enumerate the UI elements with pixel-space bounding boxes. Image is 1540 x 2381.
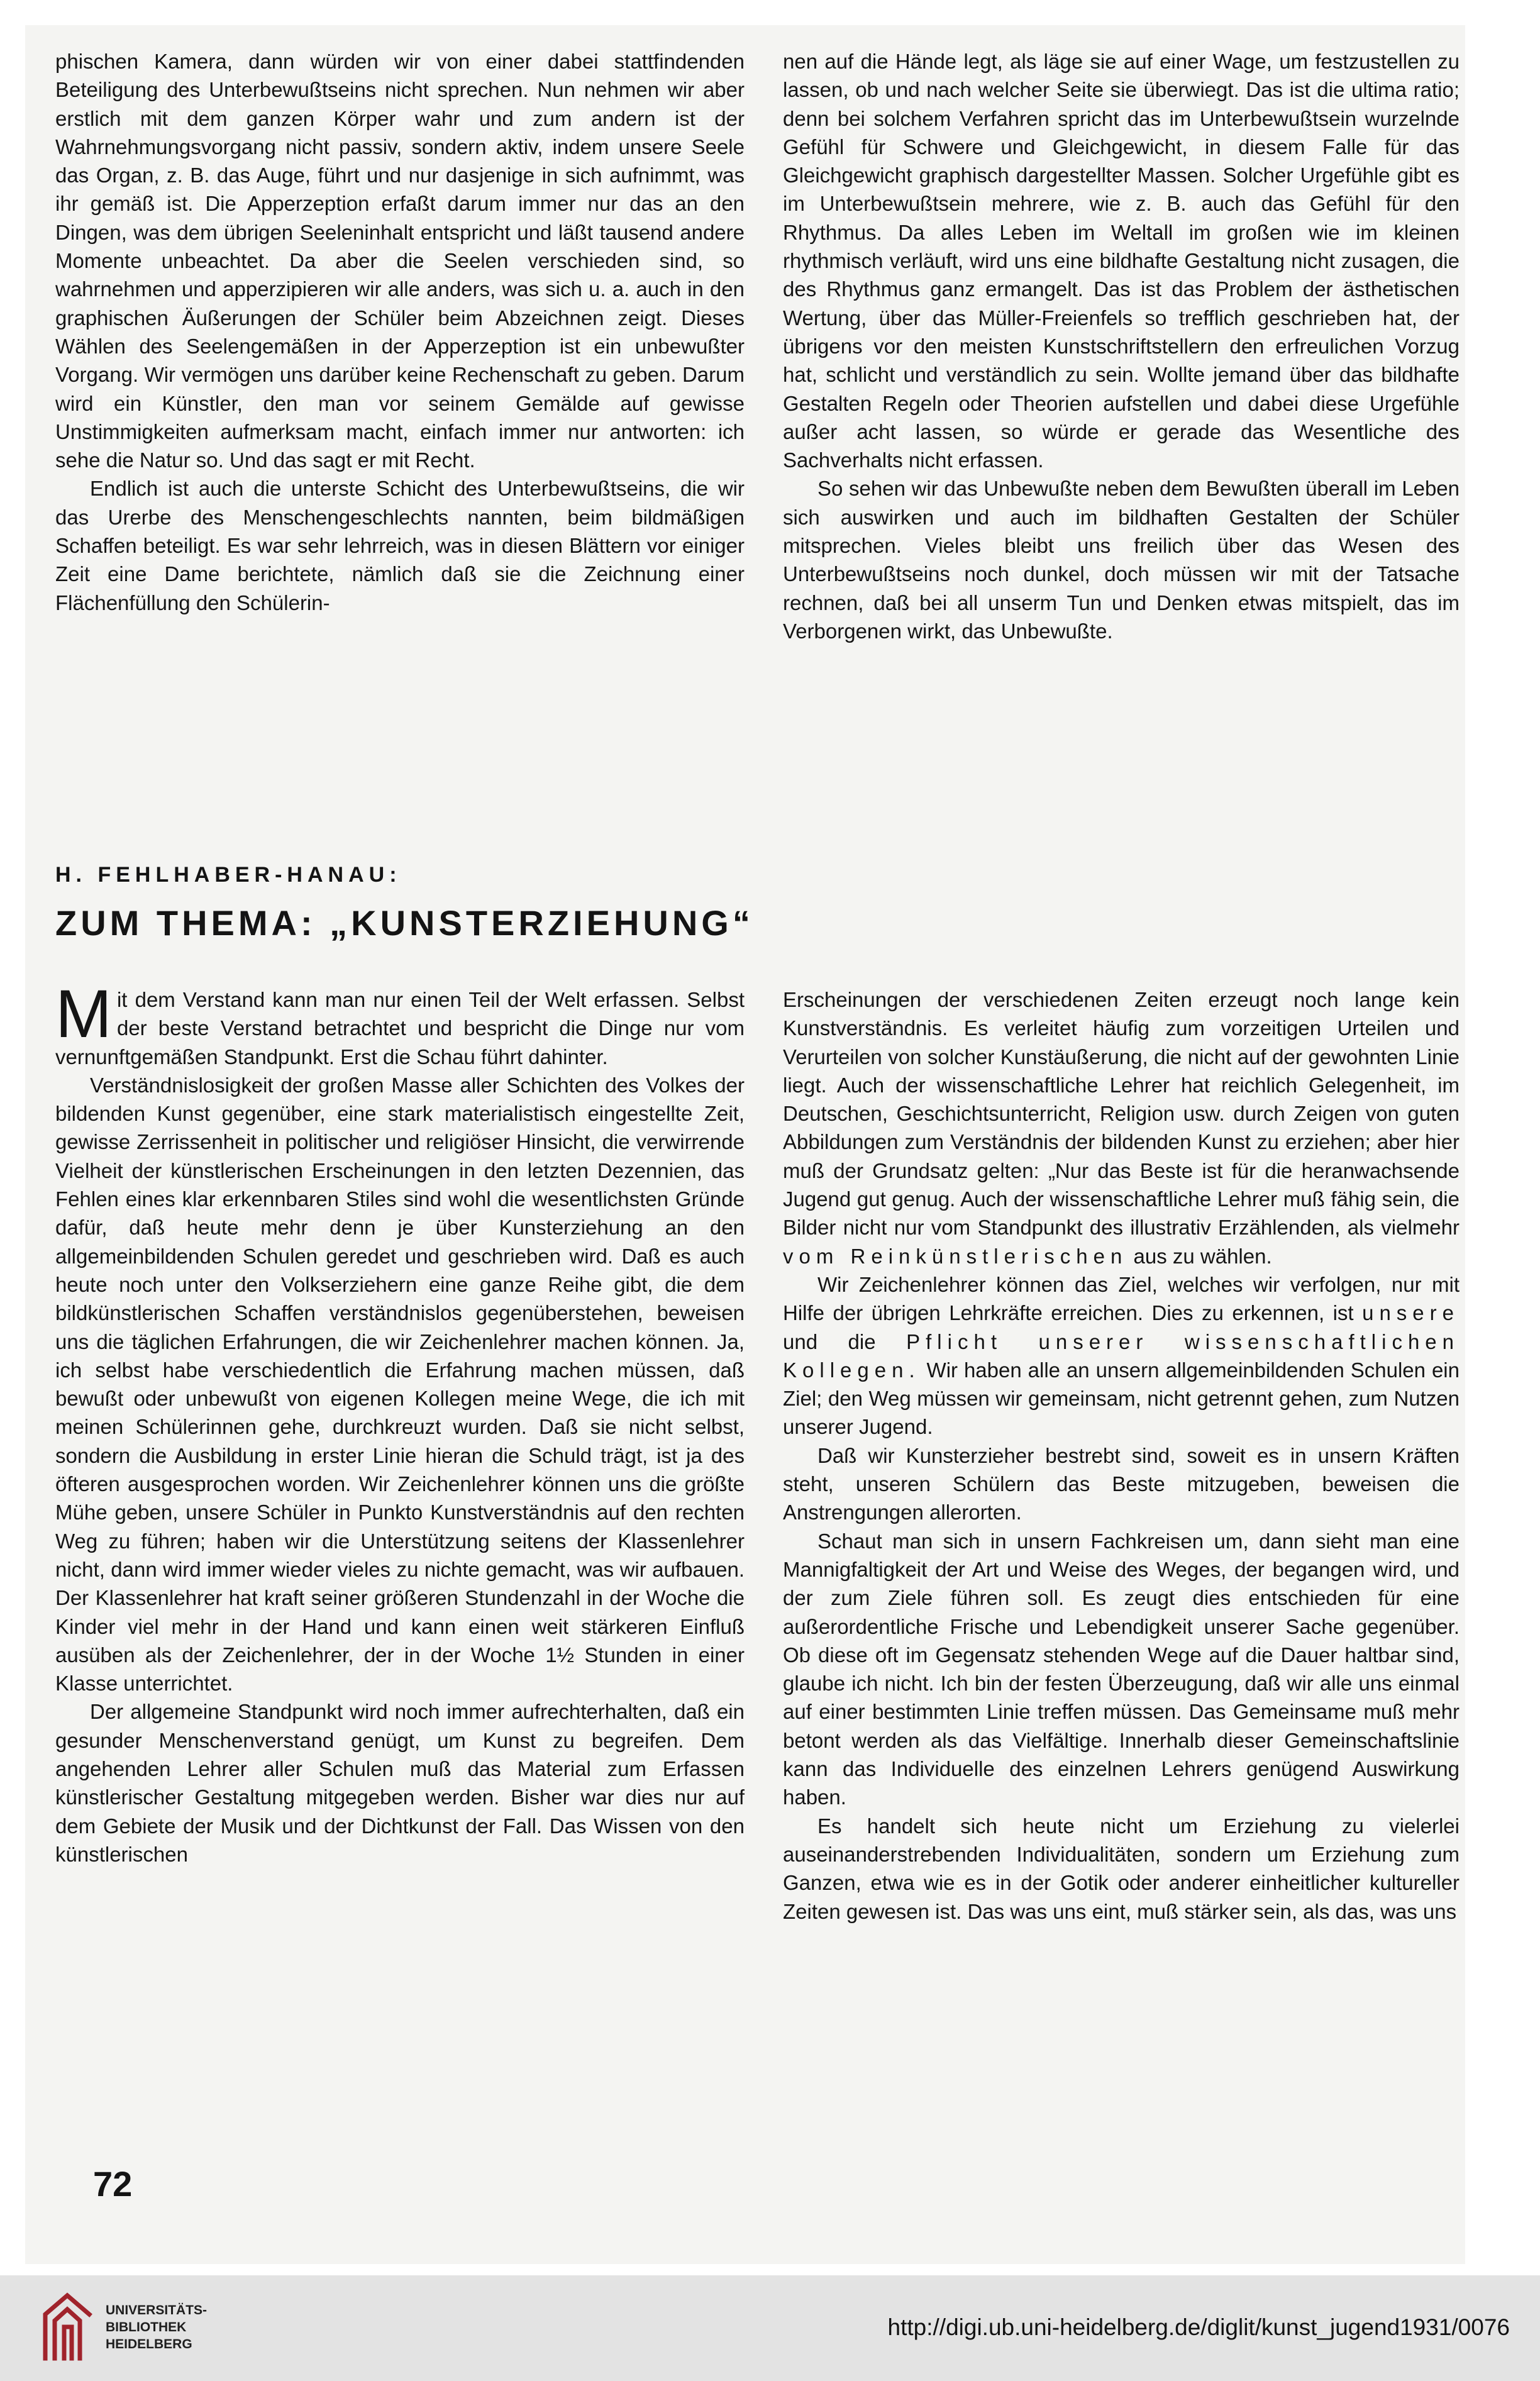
spaced-emphasis: vom Reinkünstlerischen [783,1244,1128,1268]
text-run: aus zu wählen. [1133,1244,1272,1268]
paragraph: phischen Kamera, dann würden wir von einer dabei stattfindenden Beteiligung des Unterbewußtseins nicht sprechen. Nun nehmen wir aber erstlich mit dem ganzen Körper wahr und zum andern ist der Wahrnehmungsvorgang nicht passiv, sondern aktiv, indem unsere Seele das Organ, z. B. das Auge, führt und nur dasjenige in sich aufnimmt, was ihr gemäß ist. Die Apperzeption erfaßt darum immer nur das an den Dingen, was dem übrigen Seeleninhalt entspricht und läßt tausend andere Momente unbeachtet. Da aber die Seelen verschieden sind, so wahrnehmen und apperzipieren wir alle anders, was sich u. a. auch in den graphischen Äußerungen der Schüler beim Abzeichnen zeigt. Dieses Wählen des Seelengemäßen in der Apperzeption ist ein unbewußter Vorgang. Wir vermögen uns darüber keine Rechenschaft zu geben. Darum wird ein Künstler, den man vor seinem Gemälde auf gewisse Unstimmigkeiten aufmerksam macht, einfach immer nur antworten: ich sehe die Natur so. Und das sagt er mit Recht. [55,50,745,472]
library-logo-icon [39,2289,96,2365]
paragraph: Daß wir Kunsterzieher bestrebt sind, soweit es in unsern Kräften steht, unseren Schülern das Beste mitzugeben, beweisen die Anstrengungen allerorten. [783,1443,1460,1524]
paragraph: So sehen wir das Unbewußte neben dem Bewußten überall im Leben sich auswirken und auch im bildhaften Gestalten der Schüler mitsprechen. Vieles bleibt uns freilich über das Wesen des Unterbewußtseins noch dunkel, doch müssen wir mit der Tatsache rechnen, daß bei all unserm Tun und Denken etwas mitspielt, das im Verborgenen wirkt, das Unbewußte. [783,477,1460,643]
paragraph: Der allgemeine Standpunkt wird noch immer aufrechterhalten, daß ein gesunder Menschenverstand genügt, um Kunst zu begreifen. Dem angehenden Lehrer aller Schulen muß das Material zum Erfassen künstlerischer Gestaltung mitgegeben werden. Bisher war dies nur auf dem Gebiete der Musik und der Dichtkunst der Fall. Das Wissen von den künstlerischen [55,1700,745,1866]
text-run: Wir Zeichenlehrer können das Ziel, welches wir verfolgen, nur mit Hilfe der übrigen Lehrkräfte erreichen. Dies zu erkennen, ist [783,1272,1460,1325]
article-author: H. FEHLHABER-HANAU: [55,863,402,887]
text-run: Erscheinungen der verschiedenen Zeiten erzeugt noch lange kein Kunstverständnis. Es verleitet häufig zum vorzeitigen Urteilen und Verurteilen von solcher Kunstäußerung, die nicht auf der gewohnten Linie liegt. Auch der wissenschaftliche Lehrer hat reichlich Gelegenheit, im Deutschen, Geschichtsunterricht, Religion usw. durch Zeigen von guten Abbildungen zum Verständnis der bildenden Kunst zu erziehen; aber hier muß der Grundsatz gelten: „Nur das Beste ist für die heranwachsende Jugend gut genug. Auch der wissenschaftliche Lehrer muß fähig sein, die Bilder nicht nur vom Standpunkt des illustrativ Erzählenden, als vielmehr [783,988,1460,1240]
top-right-column [783,47,1460,645]
paragraph: Es handelt sich heute nicht um Erziehung zu vielerlei auseinanderstrebenden Individualitäten, sondern um Erziehung zum Ganzen, etwa wie es in der Gotik oder anderer einheitlicher kultureller Zeiten gewesen ist. Das was uns eint, muß stärker sein, als das, was uns [783,1814,1460,1923]
paragraph: Verständnislosigkeit der großen Masse aller Schichten des Volkes der bildenden Kunst gegenüber, eine stark materialistisch eingestellte Zeit, gewisse Zerrissenheit in politischer und religiöser Hinsicht, die verwirrende Vielheit der künstlerischen Erscheinungen in den letzten Dezennien, das Fehlen eines klar erkennbaren Stiles sind wohl die wesentlichsten Gründe dafür, daß heute mehr denn je über Kunsterziehung an den allgemeinbildenden Schulen geredet und geschrieben wird. Daß es auch heute noch unter den Volkserziehern eine ganze Reihe gibt, die dem bildkünstlerischen Schaffen verständnislos gegenüberstehen, beweisen uns die täglichen Erfahrungen, die wir Zeichenlehrer machen können. Ja, ich selbst habe verschiedentlich die Erfahrung machen müssen, daß bewußt oder unbewußt von eigenen Kollegen meine Wege, die ich mit meinen Schülerinnen gehe, durchkreuzt wurden. Daß sie nicht selbst, sondern die Ausbildung in erster Linie hieran die Schuld trägt, ist ja des öfteren ausgesprochen worden. Wir Zeichenlehrer können uns die größte Mühe geben, unsere Schüler in Punkto Kunstverständnis auf den rechten Weg zu führen; haben wir die Unterstützung seitens der Klassenlehrer nicht, dann wird immer wieder vieles zu nichte gemacht, was wir aufbauen. Der Klassenlehrer hat kraft seiner größeren Stundenzahl in der Woche die Kinder viel mehr in der Hand und kann einen weit stärkeren Einfluß ausüben als der Zeichenlehrer, der in der Woche 1½ Stunden in einer Klasse unterrichtet. [55,1073,745,1696]
page-number: 72 [93,2164,133,2204]
paragraph [783,1270,1460,1441]
top-left-column [55,47,745,617]
source-url-link[interactable]: http://digi.ub.uni-heidelberg.de/diglit/kunst_jugend1931/0076 [887,2314,1510,2340]
spaced-emphasis: Pflicht unserer wissenschaftlichen Kollegen. [783,1329,1460,1382]
article-headline: ZUM THEMA: „KUNSTERZIEHUNG“ [55,903,754,943]
paragraph-text: it dem Verstand kann man nur einen Teil der Welt erfassen. Selbst der beste Verstand betrachtet und bespricht die Dinge nur vom vernunftgemäßen Standpunkt. Erst die Schau führt dahinter. [55,988,745,1068]
library-name-line: HEIDELBERG [106,2337,192,2351]
paragraph: Schaut man sich in unsern Fachkreisen um, dann sieht man eine Mannigfaltigkeit der Art und Weise des Weges, der begangen wird, und der zum Ziele führen soll. Es zeugt dies entschieden für eine außerordentliche Frische und Lebendigkeit unserer Sache gegenüber. Ob diese oft im Gegensatz stehenden Wege auf die Dauer haltbar sind, glaube ich nicht. Ich bin der festen Überzeugung, daß wir alle uns einmal auf einer bestimmten Linie treffen müssen. Das Gemeinsame muß mehr betont werden als das Vielfältige. Innerhalb dieser Gemeinschaftslinie kann das Individuelle des einzelnen Lehrers genügend Auswirkung haben. [783,1529,1460,1809]
bottom-left-column [55,975,745,1868]
library-name-line: UNIVERSITÄTS- [106,2303,208,2317]
logo-stroke [55,2309,80,2358]
text-run: und die [783,1329,876,1353]
spaced-emphasis: unsere [1362,1301,1460,1325]
library-name-line: BIBLIOTHEK [106,2320,187,2334]
bottom-right-column [783,985,1460,1926]
paragraph [783,985,1460,1270]
paragraph-with-dropcap [55,975,745,1071]
library-footer [0,2275,1540,2381]
text-run: Wir haben alle an unsern allgemeinbildenden Schulen ein Ziel; den Weg müssen wir gemeinsam, nicht getrennt gehen, zum Nutzen unserer Jugend. [783,1358,1460,1439]
paragraph: Endlich ist auch die unterste Schicht des Unterbewußtseins, die wir das Urerbe des Menschengeschlechts nannten, beim bildmäßigen Schaffen beteiligt. Es war sehr lehrreich, was in diesen Blättern vor einiger Zeit eine Dame berichtete, nämlich daß sie die Zeichnung einer Flächenfüllung den Schülerin- [55,477,745,614]
logo-stroke [64,2327,72,2358]
library-name [106,2302,207,2353]
drop-cap: M [55,975,112,1052]
paragraph: nen auf die Hände legt, als läge sie auf einer Wage, um festzustellen zu lassen, ob und nach welcher Seite sie überwiegt. Das ist die ultima ratio; denn bei solchem Verfahren spricht das im Unterbewußtsein wurzelnde Gefühl für Schwere und Gleichgewicht, in diesem Falle für das Gleichgewicht graphisch dargestellter Massen. Solcher Urgefühle gibt es im Unterbewußtsein mehrere, wie z. B. auch das Gefühl für den Rhythmus. Da alles Leben im Weltall im großen wie im kleinen rhythmisch verläuft, wird uns eine bildhafte Gestaltung nicht zusagen, die des Rhythmus ganz ermangelt. Das ist das Problem der ästhetischen Wertung, über das Müller-Freienfels so trefflich geschrieben hat, der übrigens vor den meisten Kunstschriftstellern den erfreulichen Vorzug hat, schlicht und verständlich zu sein. Wollte jemand über das bildhafte Gestalten Regeln oder Theorien aufstellen und dabei diese Urgefühle außer acht lassen, so würde er gerade das Wesentliche des Sachverhalts nicht erfassen. [783,50,1460,472]
